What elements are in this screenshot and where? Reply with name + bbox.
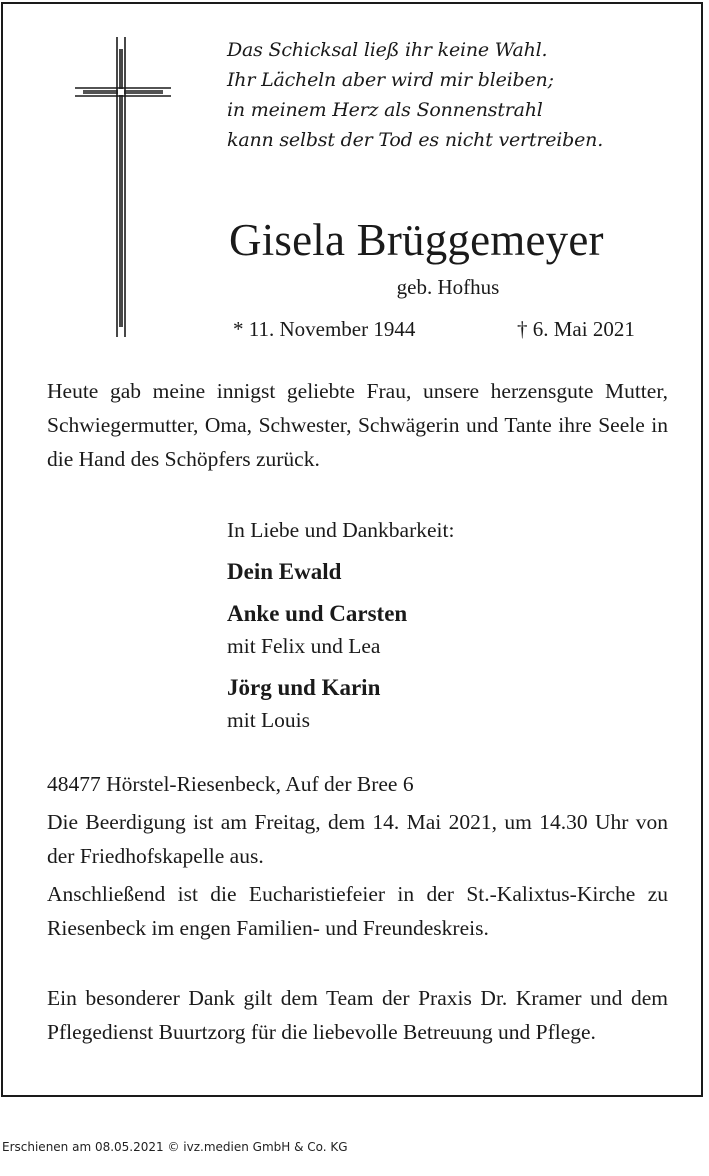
family-member-sub: mit Felix und Lea (227, 634, 381, 658)
poem-line: Ihr Lächeln aber wird mir bleiben; (227, 69, 554, 91)
death-date: † 6. Mai 2021 (517, 317, 635, 341)
funeral-text: Die Beerdigung ist am Freitag, dem 14. Mai 2021, um 14.30 Uhr von der Friedhofskapelle aus. (47, 810, 668, 868)
family-member-sub: mit Louis (227, 708, 311, 732)
poem-line: kann selbst der Tod es nicht vertreiben. (227, 129, 604, 151)
birth-date: * 11. November 1944 (233, 317, 416, 341)
obituary-frame (1, 2, 703, 1097)
closing-greeting: In Liebe und Dankbarkeit: (227, 518, 455, 542)
intro-text: Heute gab meine innigst geliebte Frau, unsere herzensgute Mutter, Schwiegermutter, Oma, Schwester, Schwägerin und Tante ihre Seele in die Hand des Schöpfers zurück. (47, 379, 668, 471)
cross-icon (75, 37, 171, 337)
thanks-text: Ein besonderer Dank gilt dem Team der Praxis Dr. Kramer und dem Pflegedienst Buurtzorg für die liebevolle Betreuung und Pflege. (47, 986, 668, 1044)
deceased-name: Gisela Brüggemeyer (229, 215, 604, 265)
poem-line: in meinem Herz als Sonnenstrahl (227, 99, 543, 121)
address: 48477 Hörstel-Riesenbeck, Auf der Bree 6 (47, 772, 414, 796)
poem-line: Das Schicksal ließ ihr keine Wahl. (227, 39, 548, 61)
service-text: Anschließend ist die Eucharistiefeier in der St.-Kalixtus-Kirche zu Riesenbeck im engen Familien- und Freundeskreis. (47, 882, 668, 940)
family-member-name: Dein Ewald (227, 559, 342, 584)
cross-icon-graphic (75, 37, 171, 337)
maiden-name: geb. Hofhus (396, 275, 500, 299)
family-member-name: Anke und Carsten (227, 601, 408, 626)
poem (227, 35, 687, 155)
publication-footer: Erschienen am 08.05.2021 © ivz.medien GmbH & Co. KG (2, 1140, 348, 1154)
family-member-name: Jörg und Karin (227, 675, 381, 700)
